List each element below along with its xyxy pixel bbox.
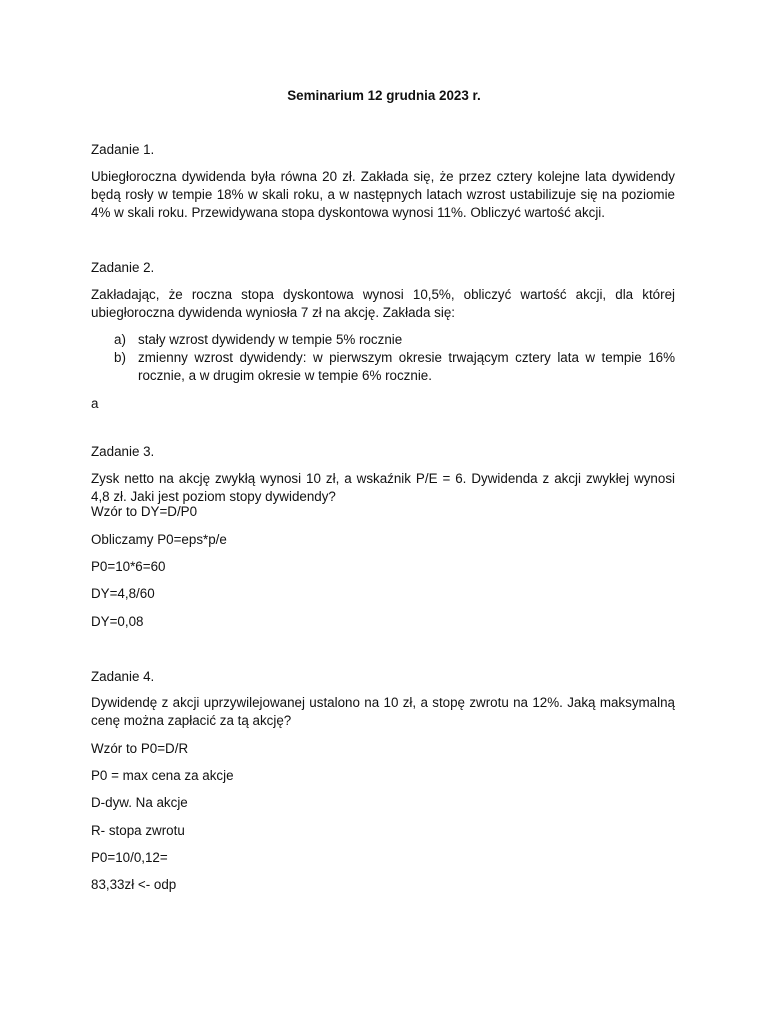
task-2-heading: Zadanie 2. bbox=[91, 260, 155, 275]
task-4-line: P0=10/0,12= bbox=[91, 850, 168, 865]
task-4-line: Wzór to P0=D/R bbox=[91, 741, 189, 756]
task-3-line: Obliczamy P0=eps*p/e bbox=[91, 532, 227, 547]
task-4-line: D-dyw. Na akcje bbox=[91, 795, 188, 810]
task-4-text: Dywidendę z akcji uprzywilejowanej ustalono na 10 zł, a stopę zwrotu na 12%. Jaką maksymalną cenę można zapłacić za tą akcję? bbox=[91, 695, 675, 728]
document-title: Seminarium 12 grudnia 2023 r. bbox=[287, 88, 481, 103]
task-1-heading: Zadanie 1. bbox=[91, 142, 155, 157]
task-3-line: DY=4,8/60 bbox=[91, 586, 155, 601]
task-4-heading: Zadanie 4. bbox=[91, 669, 155, 684]
task-2-text: Zakładając, że roczna stopa dyskontowa wynosi 10,5%, obliczyć wartość akcji, dla której ubiegłoroczna dywidenda wyniosła 7 zł na akcję. Zakłada się: bbox=[91, 287, 675, 320]
list-item-text: zmienny wzrost dywidendy: w pierwszym okresie trwającym cztery lata w tempie 16% rocznie, a w drugim okresie w tempie 6% rocznie. bbox=[138, 350, 675, 383]
task-1-text: Ubiegłoroczna dywidenda była równa 20 zł. Zakłada się, że przez cztery kolejne lata dywidendy będą rosły w tempie 18% w skali roku, a w następnych latach wzrost ustabilizuje się na poziomie 4% w skali roku. Przewidywana stopa dyskontowa wynosi 11%. Obliczyć wartość akcji. bbox=[91, 169, 675, 220]
task-3-heading: Zadanie 3. bbox=[91, 444, 155, 459]
list-item bbox=[91, 331, 675, 349]
list-item-text: stały wzrost dywidendy w tempie 5% rocznie bbox=[138, 332, 403, 347]
task-2-list bbox=[91, 331, 675, 385]
task-3-line: DY=0,08 bbox=[91, 614, 144, 629]
task-4-line: R- stopa zwrotu bbox=[91, 823, 185, 838]
list-marker: a) bbox=[114, 332, 126, 347]
task-4-line: 83,33zł <- odp bbox=[91, 877, 177, 892]
task-4-line: P0 = max cena za akcje bbox=[91, 768, 234, 783]
task-2-answer: a bbox=[91, 396, 99, 411]
task-3-text: Zysk netto na akcję zwykłą wynosi 10 zł, a wskaźnik P/E = 6. Dywidenda z akcji zwykłej wynosi 4,8 zł. Jaki jest poziom stopy dywidendy? bbox=[91, 471, 675, 504]
list-item bbox=[91, 349, 675, 385]
list-marker: b) bbox=[114, 350, 126, 365]
task-3-formula: Wzór to DY=D/P0 bbox=[91, 504, 198, 519]
task-3-line: P0=10*6=60 bbox=[91, 559, 166, 574]
